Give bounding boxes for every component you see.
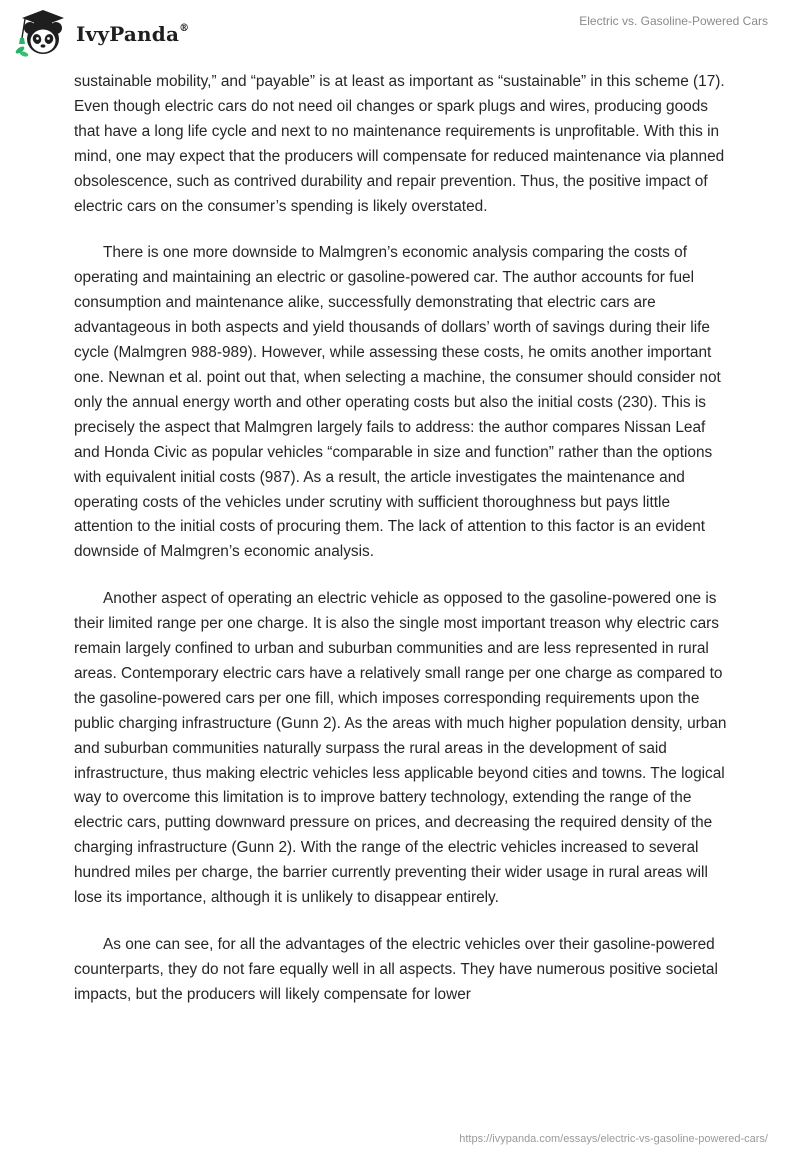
paragraph: sustainable mobility,” and “payable” is at least as important as “sustainable” in this scheme (17). Even though electric cars do not need oil changes or spark plugs and wires, producing goods that have a long life cycle and next to no maintenance requirements is unprofitable. With this in mind, one may expect that the producers will compensate for reduced maintenance via planned obsolescence, such as contrived durability and repair prevention. Thus, the positive impact of electric cars on the consumer’s spending is likely overstated. — [74, 73, 725, 215]
brand-name: IvyPanda® — [76, 22, 190, 46]
brand-logo[interactable] — [14, 8, 189, 60]
source-url[interactable]: https://ivypanda.com/essays/electric-vs-gasoline-powered-cars/ — [459, 1133, 768, 1145]
paragraph: There is one more downside to Malmgren’s economic analysis comparing the costs of operating and maintaining an electric or gasoline-powered car. The author accounts for fuel consumption and maintenance alike, successfully demonstrating that electric cars are advantageous in both aspects and yield thousands of dollars’ worth of savings during their life cycle (Malmgren 988-989). However, while assessing these costs, he omits another important one. Newnan et al. point out that, when selecting a machine, the consumer should consider not only the annual energy worth and other operating costs but also the initial costs (230). This is precisely the aspect that Malmgren largely fails to address: the author compares Nissan Leaf and Honda Civic as popular vehicles “comparable in size and function” rather than the options with equivalent initial costs (987). As a result, the article investigates the maintenance and operating costs of the vehicles under scrutiny with sufficient thoroughness but pays little attention to the initial costs of procuring them. The lack of attention to this factor is an evident downside of Malmgren’s economic analysis. — [74, 244, 721, 561]
document-title: Electric vs. Gasoline-Powered Cars — [579, 14, 768, 28]
panda-graduation-cap-icon — [14, 8, 72, 60]
essay-body — [74, 70, 730, 1030]
paragraph: Another aspect of operating an electric vehicle as opposed to the gasoline-powered one is their limited range per one charge. It is also the single most important treason why electric cars remain largely confined to urban and suburban communities and are less represented in rural areas. Contemporary electric cars have a relatively small range per one charge as compared to the gasoline-powered cars per one fill, which imposes corresponding requirements upon the public charging infrastructure (Gunn 2). As the areas with much higher population density, urban and suburban communities naturally surpass the rural areas in the development of said infrastructure, thus making electric vehicles less applicable beyond cities and towns. The logical way to overcome this limitation is to improve battery technology, extending the range of the electric cars, putting downward pressure on prices, and decreasing the required density of the charging infrastructure (Gunn 2). With the range of the electric vehicles increased to several hundred miles per charge, the barrier currently preventing their wider usage in rural areas will lose its importance, although it is unlikely to disappear entirely. — [74, 590, 727, 907]
paragraph: As one can see, for all the advantages of the electric vehicles over their gasoline-powered counterparts, they do not fare equally well in all aspects. They have numerous positive societal impacts, but the producers will likely compensate for lower — [74, 936, 718, 1003]
page-header — [0, 0, 800, 70]
